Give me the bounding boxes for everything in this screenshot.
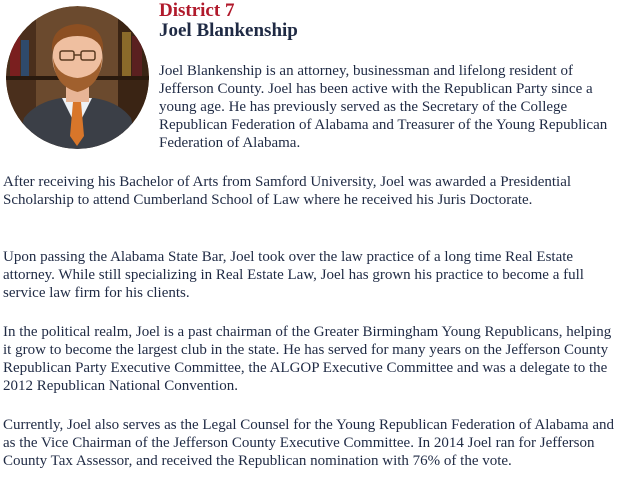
bio-paragraph: After receiving his Bachelor of Arts from Samford University, Joel was awarded a Presidential Scholarship to attend Cumberland School of Law where he received his Juris Doctorate. — [3, 174, 572, 208]
bio-intro: Joel Blankenship is an attorney, businessman and lifelong resident of Jefferson County. Joel has been active with the Republican Party since a young age. He has previously served as the Secretary of the College Republican Federation of Alabama and Treasurer of the Young Republican Federation of Alabama. — [159, 63, 608, 151]
district-heading: District 7 — [159, 0, 235, 21]
candidate-photo — [6, 6, 149, 149]
bio-paragraph: Upon passing the Alabama State Bar, Joel took over the law practice of a long time Real Estate attorney. While still specializing in Real Estate Law, Joel has grown his practice to become a full service law firm for his clients. — [3, 249, 584, 301]
candidate-name: Joel Blankenship — [159, 20, 298, 41]
bio-paragraph: Currently, Joel also serves as the Legal Counsel for the Young Republican Federation of Alabama and as the Vice Chairman of the Jefferson County Executive Committee. In 2014 Joel ran for Jefferson County Tax Assessor, and received the Republican nomination with 76% of the vote. — [3, 417, 614, 469]
bio-paragraph: In the political realm, Joel is a past chairman of the Greater Birmingham Young Republicans, helping it grow to become the largest club in the state. He has served for many years on the Jefferson County Republican Party Executive Committee, the ALGOP Executive Committee and was a delegate to the 2012 Republican National Convention. — [3, 324, 612, 394]
